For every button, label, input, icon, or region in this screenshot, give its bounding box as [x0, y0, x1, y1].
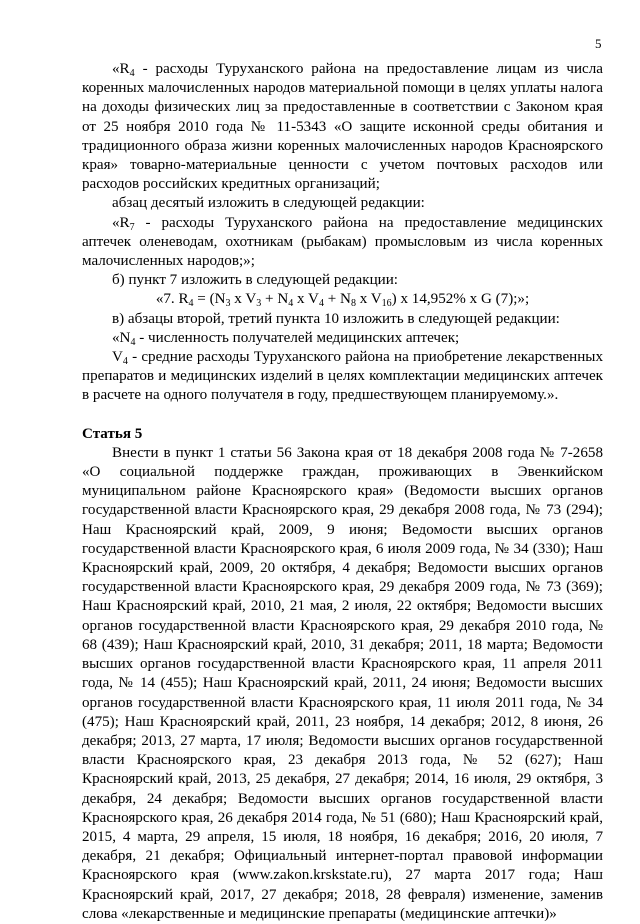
page-number: 5 — [595, 36, 602, 51]
formula: «7. $R_4 = (N_3$ x $V_3 + N_4$ x $V_4 + N_8$ x $V_{16}$) x 14,952% x G (7);»; — [155, 291, 530, 310]
paragraph-amendment-10: абзац десятый изложить в следующей редакции: — [112, 195, 425, 212]
paragraph-r7-definition: «$R_7$ - расходы Туруханского района на предоставление медицинских аптечек оленеводам, охотникам (рыбакам) промысловым из числа коренных малочисленных народов;»; — [82, 214, 603, 270]
paragraph-r4-definition: «$R_4$ - расходы Туруханского района на предоставление лицам из числа коренных малочисленных народов материальной помощи в целях уплаты налога на доходы физических лиц за предоставленные в соответствии с Законом края от 25 ноября 2010 года № 11-5343 «О защите исконной среды обитания и традиционного образа жизни коренных малочисленных народов Красноярского края» товарно-материальные ценности с учетом почтовых расходов или расходов российских кредитных организаций; — [82, 61, 603, 193]
article-heading: Статья 5 — [82, 425, 143, 442]
document-body — [82, 60, 603, 924]
paragraph-n4-definition: «$N_4$ - численность получателей медицинских аптечек; — [112, 329, 460, 348]
paragraph-v4-definition: $V_4$ - средние расходы Туруханского района на приобретение лекарственных препаратов и медицинских изделий в целях комплектации медицинских аптечек в расчете на одного получателя в году, предшествующем планируемому.». — [82, 349, 603, 404]
paragraph-item-7: б) пункт 7 изложить в следующей редакции: — [112, 272, 398, 289]
paragraph-item-10: в) абзацы второй, третий пункта 10 изложить в следующей редакции: — [112, 310, 560, 327]
paragraph-article-5-body: Внести в пункт 1 статьи 56 Закона края от 18 декабря 2008 года № 7-2658 «О социальной поддержке граждан, проживающих в Эвенкийском муниципальном районе Красноярского края» (Ведомости высших органов государственной власти Красноярского края, 29 декабря 2008 года, № 73 (294); Наш Красноярский край, 2009, 9 июня; Ведомости высших органов государственной власти Красноярского края, 6 июля 2009 года, № 34 (330); Наш Красноярский край, 2009, 20 октября, 4 декабря; Ведомости высших органов государственной власти Красноярского края, 29 декабря 2009 года, № 73 (369); Наш Красноярский край, 2010, 21 мая, 2 июля, 22 октября; Ведомости высших органов государственной власти Красноярского края, 29 декабря 2010 года, № 68 (439); Наш Красноярский край, 2010, 31 декабря; 2011, 18 марта; Ведомости высших органов государственной власти Красноярского края, 11 апреля 2011 года, № 14 (455); Наш Красноярский край, 2011, 24 июня; Ведомости высших органов государственной власти Красноярского края, 11 июля 2011 года, № 34 (475); Наш Красноярский край, 2011, 23 ноября, 14 декабря; 2012, 8 июня, 26 декабря; 2013, 27 марта, 17 июля; Ведомости высших органов государственной власти Красноярского края, 23 декабря 2013 года, № 52 (627); Наш Красноярский край, 2013, 25 декабря, 27 декабря; 2014, 16 июля, 29 октября, 3 декабря, 24 декабря; Ведомости высших органов государственной власти Красноярского края, 26 декабря 2014 года, № 51 (680); Наш Красноярский край, 2015, 4 марта, 29 апреля, 15 июля, 18 ноября, 16 декабря; 2016, 20 июля, 7 декабря, 21 декабря; Официальный интернет-портал правовой информации Красноярского края (www.zakon.krskstate.ru), 27 марта 2017 года; Наш Красноярский край, 2017, 27 декабря; 2018, 28 февраля) изменение, заменив слова «лекарственные и медицинские препараты (медицинские аптечки)» — [82, 444, 603, 922]
